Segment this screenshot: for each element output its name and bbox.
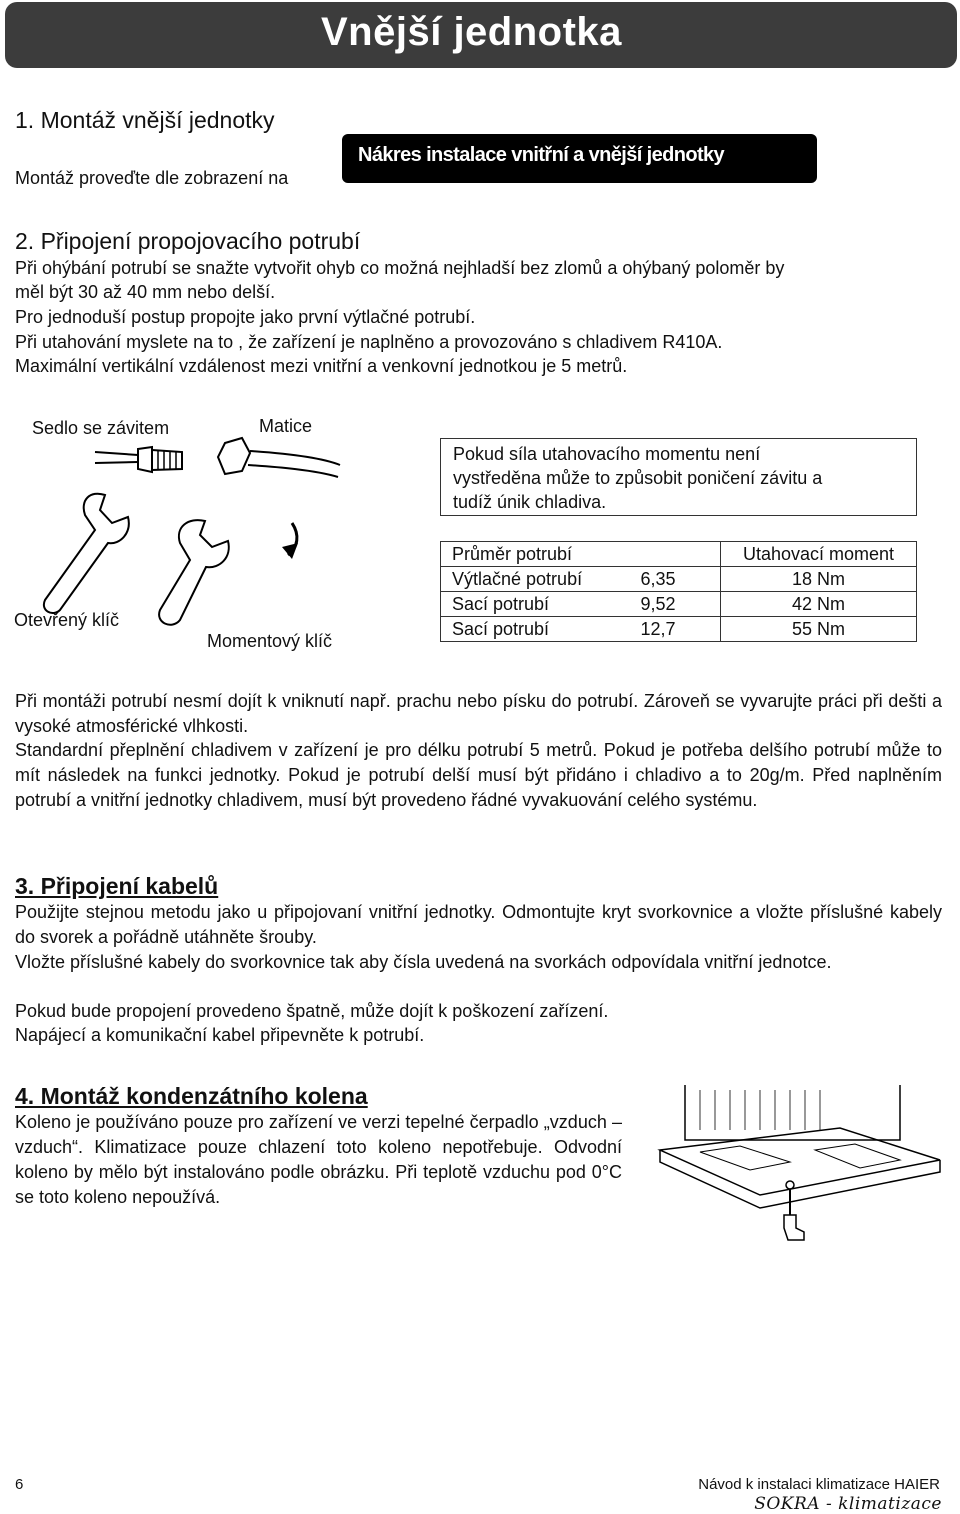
warning-line: Pokud síla utahovacího momentu není xyxy=(453,444,761,464)
drain-hole xyxy=(786,1181,794,1189)
page-title: Vnější jednotka xyxy=(321,10,622,54)
table-cell: Sací potrubí xyxy=(441,617,641,642)
figure-label-open-wrench: Otevřený klíč xyxy=(14,610,120,630)
section-2-heading: 2. Připojení propojovacího potrubí xyxy=(15,228,361,254)
paragraph-contamination: Při montáži potrubí nesmí dojít k vniknutí např. prachu nebo písku do potrubí. Zároveň se vyvarujte práci při dešti a vysoké atmosférické vlhkosti. xyxy=(15,691,942,736)
torque-warning-box xyxy=(440,438,917,516)
open-wrench xyxy=(44,494,129,613)
table-header: Utahovací moment xyxy=(721,542,917,567)
unit-body xyxy=(685,1085,900,1140)
table-cell: 12,7 xyxy=(641,617,721,642)
table-header: Průměr potrubí xyxy=(441,542,641,567)
section-1-heading: 1. Montáž vnější jednotky xyxy=(15,107,275,133)
warning-line: vystředěna může to způsobit poničení závitu a xyxy=(453,468,823,488)
section-3-p3: Pokud bude propojení provedeno špatně, může dojít k poškození zařízení. xyxy=(15,1001,609,1021)
figure-label-nut: Matice xyxy=(259,416,313,436)
seat-pipe xyxy=(95,452,138,463)
table-cell: 6,35 xyxy=(641,567,721,592)
torque-wrench xyxy=(159,520,229,625)
table-header xyxy=(641,542,721,567)
section-4-text: Koleno je používáno pouze pro zařízení ve verzi tepelné čerpadlo „vzduch – vzduch“. Klimatizace pouze chlazení toto koleno nepotřebuje. Odvodní koleno by mělo být instalováno podle obrázku. Při teplotě vzduchu pod 0°C se toto koleno nepoužívá. xyxy=(15,1112,622,1207)
section-1-text: Montáž proveďte dle zobrazení na xyxy=(15,168,289,188)
brand-logo-text: SOKRA - klimatizace xyxy=(754,1494,942,1514)
section-2-line: Při utahování myslete na to , že zařízení je naplněno a provozováno s chladivem R410A. xyxy=(15,332,723,352)
section-3-heading: 3. Připojení kabelů xyxy=(15,873,219,899)
condensate-elbow-figure xyxy=(640,1080,960,1255)
table-cell: Výtlačné potrubí xyxy=(441,567,641,592)
table-cell: 9,52 xyxy=(641,592,721,617)
section-3-p2: Vložte příslušné kabely do svorkovnice tak aby čísla uvedená na svorkách odpovídala vnitřní jednotce. xyxy=(15,952,832,972)
wrench-figure xyxy=(20,435,435,645)
paragraph-refrigerant: Standardní přeplnění chladivem v zařízení je pro délku potrubí 5 metrů. Pokud je potřeba delšího potrubí může to mít následek na funkci jednotky. Pokud je potrubí delší musí být přidáno i chladivo a to 20g/m. Před naplněním potrubí a vnitřní jednotky chladivem, musí být provedeno řádné vyvakuování celého systému. xyxy=(15,740,942,810)
section-2-line: měl být 30 až 40 mm nebo delší. xyxy=(15,282,276,302)
torque-table xyxy=(440,541,917,642)
section-2-line: Při ohýbání potrubí se snažte vytvořit ohyb co možná nejhladší bez zlomů a ohýbaný poloměr by xyxy=(15,258,785,278)
base-plate xyxy=(660,1128,940,1195)
table-cell: 55 Nm xyxy=(721,617,917,642)
drain-elbow xyxy=(784,1215,804,1240)
section-3-p4: Napájecí a komunikační kabel připevněte k potrubí. xyxy=(15,1025,425,1045)
installation-drawing-link[interactable]: Nákres instalace vnitřní a vnější jednotky xyxy=(342,134,817,183)
page-number: 6 xyxy=(15,1476,24,1493)
table-header-row xyxy=(441,542,917,567)
figure-label-torque-wrench: Momentový klíč xyxy=(207,631,333,651)
nut-pipe xyxy=(248,451,340,477)
table-cell: 42 Nm xyxy=(721,592,917,617)
document-title: Návod k instalaci klimatizace HAIER xyxy=(698,1476,940,1493)
seat-fitting xyxy=(138,447,152,472)
table-row xyxy=(441,592,917,617)
table-cell: Sací potrubí xyxy=(441,592,641,617)
figure-label-seat: Sedlo se závitem xyxy=(32,418,170,438)
section-4-heading: 4. Montáž kondenzátního kolena xyxy=(15,1083,368,1109)
table-row xyxy=(441,617,917,642)
page-title-bar xyxy=(5,2,957,68)
arrow-head xyxy=(282,543,298,559)
nut-shape xyxy=(218,438,250,474)
table-row xyxy=(441,567,917,592)
section-2-line: Maximální vertikální vzdálenost mezi vnitřní a venkovní jednotkou je 5 metrů. xyxy=(15,356,628,376)
warning-line: tudíž únik chladiva. xyxy=(453,492,607,512)
section-3-p1: Použijte stejnou metodu jako u připojovaní vnitřní jednotky. Odmontujte kryt svorkovnice a vložte příslušné kabely do svorek a pořádně utáhněte šrouby. xyxy=(15,902,942,947)
section-2-line: Pro jednoduší postup propojte jako první výtlačné potrubí. xyxy=(15,307,476,327)
table-cell: 18 Nm xyxy=(721,567,917,592)
